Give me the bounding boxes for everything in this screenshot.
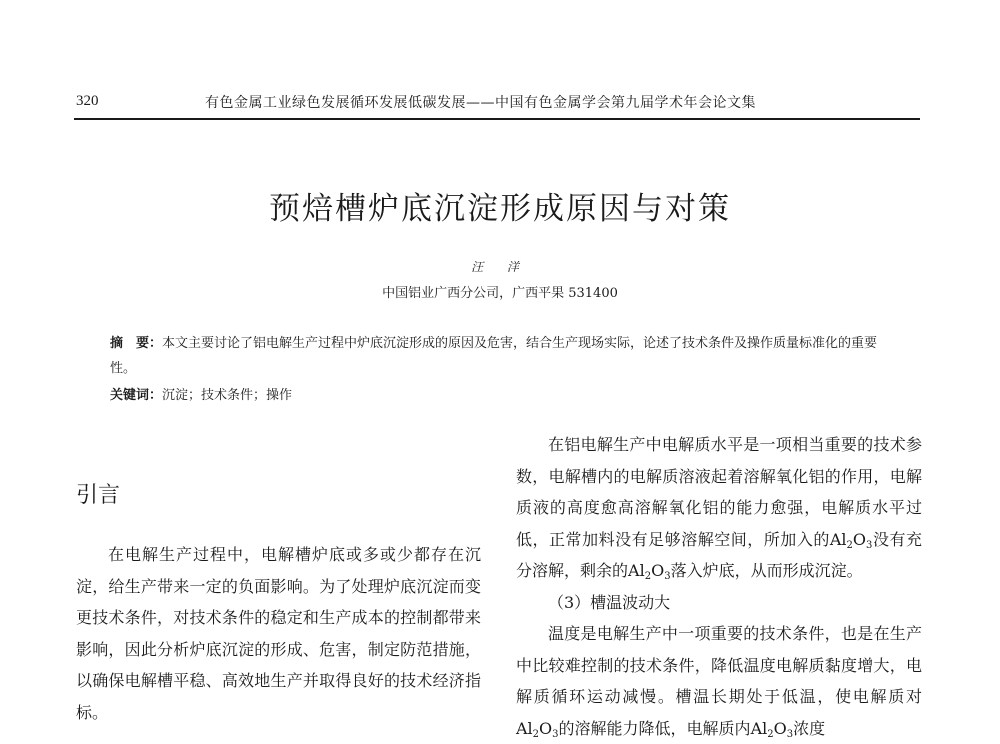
keywords-text: 沉淀；技术条件；操作 (162, 388, 293, 403)
section-heading-intro: 引言 (76, 483, 121, 508)
keywords-label: 关键词： (110, 388, 163, 403)
temperature-text-a: 温度是电解生产中一项重要的技术条件，也是在生产中比较难控制的技术条件，降低温度电解质黏度增大，电解质循环运动减慢。槽温长期处于低温，使电解质对 (516, 624, 922, 706)
formula-al2o3: $Al_2O_3$ (628, 561, 671, 582)
electrolyte-paragraph (516, 429, 922, 587)
abstract (110, 331, 900, 381)
intro-paragraph: 在电解生产过程中，电解槽炉底或多或少都存在沉淀，给生产带来一定的负面影响。为了处理炉底沉淀而变更技术条件，对技术条件的稳定和生产成本的控制都带来影响，因此分析炉底沉淀的形成、危害，制定防范措施，以确保电解槽平稳、高效地生产并取得良好的技术经济指标。 (76, 545, 481, 722)
subsection-heading-3: （3）槽温波动大 (548, 592, 671, 612)
left-column (76, 539, 481, 728)
right-column (516, 429, 922, 744)
abstract-label: 摘 要： (110, 336, 163, 351)
keywords (110, 384, 292, 403)
author-affiliation: 中国铝业广西分公司，广西平果 531400 (382, 286, 618, 301)
abstract-text: 本文主要讨论了铝电解生产过程中炉底沉淀形成的原因及危害，结合生产现场实际，论述了技术条件及操作质量标准化的重要性。 (110, 336, 878, 376)
paper-title: 预焙槽炉底沉淀形成原因与对策 (269, 191, 731, 227)
formula-al2o3: $Al_2O_3$ (829, 529, 873, 551)
temperature-text-b: 的溶解能力降低，电解质内 (558, 718, 751, 738)
author-name: 汪 洋 (471, 260, 529, 274)
formula-al2o3: $Al_2O_3$ (516, 718, 559, 740)
formula-al2o3: $Al_2O_3$ (750, 718, 794, 740)
electrolyte-text-a: 在铝电解生产中电解质水平是一项相当重要的技术参数，电解槽内的电解质溶液起着溶解氧化铝的作用，电解质液的高度愈高溶解氧化铝的能力愈强，电解质水平过低，正常加料没有足够溶解空间，所加入的 (516, 435, 922, 549)
temperature-text-c: 浓度 (793, 718, 826, 738)
page-number: 320 (76, 93, 99, 109)
electrolyte-text-b: 没有充分溶解，剩余的 (516, 529, 922, 580)
header-rule (74, 118, 920, 120)
temperature-paragraph (516, 618, 922, 744)
electrolyte-text-c: 落入炉底，从而形成沉淀。 (670, 561, 863, 580)
running-header: 有色金属工业绿色发展循环发展低碳发展——中国有色金属学会第九届学术年会论文集 (205, 95, 756, 111)
